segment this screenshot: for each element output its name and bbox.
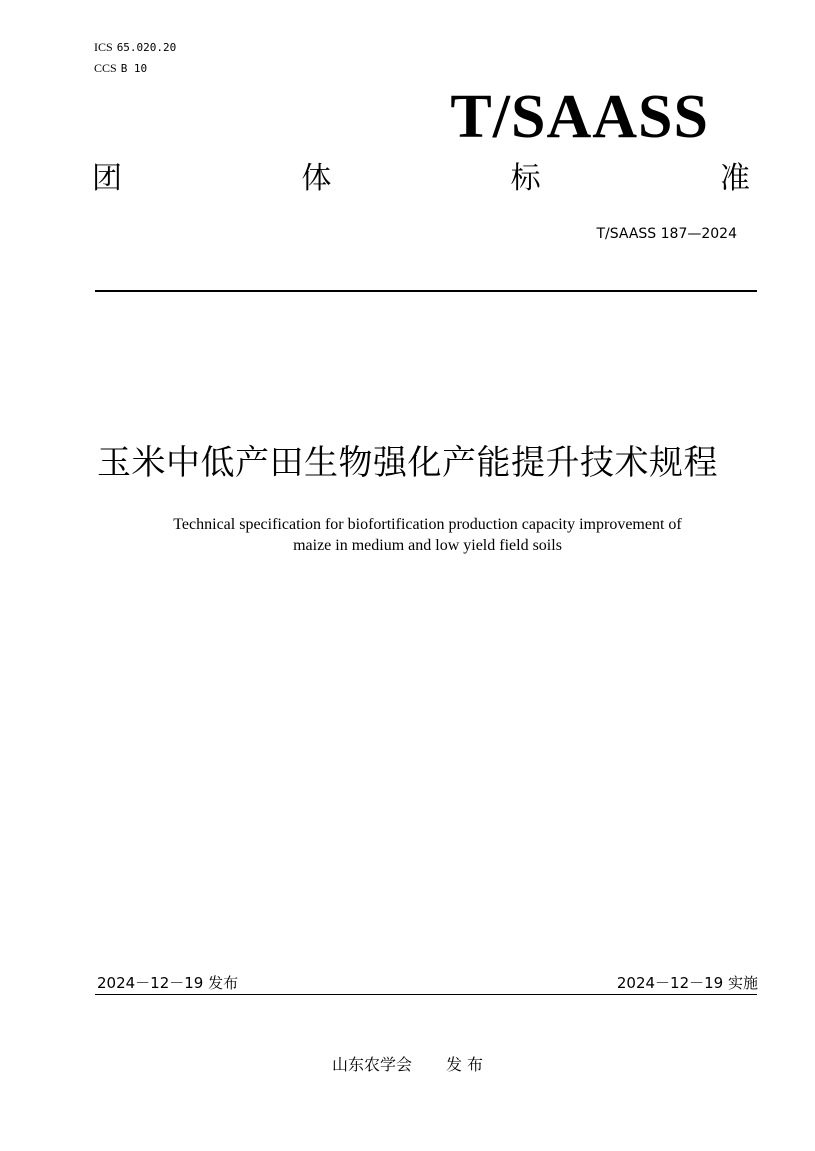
standard-number: T/SAASS 187—2024: [596, 226, 737, 242]
standard-type-char-1: 团: [92, 161, 122, 196]
document-title-chinese: 玉米中低产田生物强化产能提升技术规程: [97, 443, 718, 483]
implementation-date: 2024－12－19 实施: [616, 974, 758, 992]
issue-date: 2024－12－19 发布: [97, 974, 239, 992]
bottom-divider: [95, 994, 757, 995]
standard-type-char-2: 体: [301, 161, 332, 196]
title-english-line-2: maize in medium and low yield field soils: [293, 537, 562, 554]
ics-line: [94, 40, 176, 55]
publisher: [0, 1054, 815, 1076]
top-divider: [95, 290, 757, 292]
publisher-action: 发 布: [445, 1055, 484, 1074]
publisher-organization: 山东农学会: [331, 1055, 412, 1074]
ccs-line: [94, 61, 147, 76]
document-title-english: [95, 514, 760, 556]
ics-code: 65.020.20: [116, 41, 177, 54]
title-english-line-1: Technical specification for biofortification production capacity improvement of: [173, 516, 682, 533]
ccs-label: CCS: [94, 61, 117, 75]
standard-type: [92, 160, 750, 198]
ccs-code: B 10: [120, 62, 148, 75]
ics-label: ICS: [94, 40, 113, 54]
standard-type-char-3: 标: [510, 161, 541, 196]
standard-type-char-4: 准: [719, 161, 750, 196]
organization-logo: T/SAASS: [450, 83, 709, 151]
